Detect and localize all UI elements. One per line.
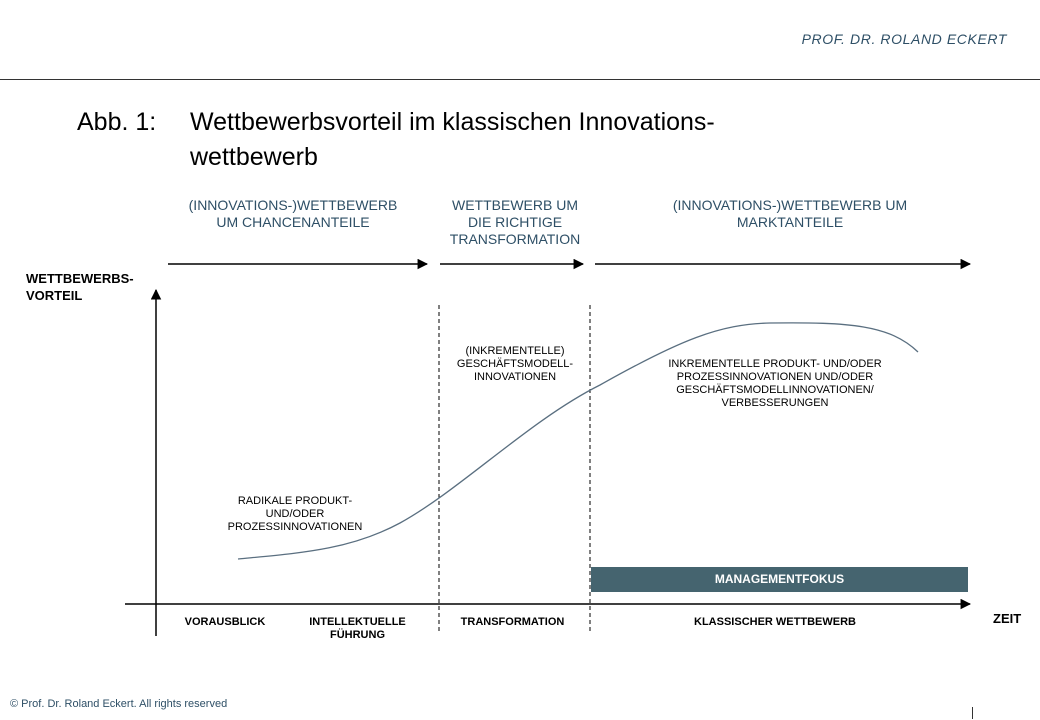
segment-label-intellektuelle-fuehrung <box>295 616 420 642</box>
footer-mark <box>972 707 973 719</box>
figure-title-line2: wettbewerb <box>190 143 318 171</box>
phase-line: (INNOVATIONS-)WETTBEWERB UM <box>672 197 908 213</box>
copyright-notice: © Prof. Dr. Roland Eckert. All rights reserved <box>10 698 228 710</box>
phase-line: WETTBEWERB UM <box>452 197 578 213</box>
phase-line: TRANSFORMATION <box>449 231 581 247</box>
x-axis-label: ZEIT <box>993 611 1022 626</box>
management-focus-bar: MANAGEMENTFOKUS <box>591 567 968 592</box>
segment-line: TRANSFORMATION <box>460 616 565 628</box>
segment-line: VORAUSBLICK <box>184 616 266 628</box>
annotation-line: (INKREMENTELLE) <box>465 345 565 357</box>
annotation-incremental-innovations <box>640 358 910 410</box>
author-name: PROF. DR. ROLAND ECKERT <box>801 31 1007 47</box>
y-axis-label-line: WETTBEWERBS- <box>26 271 134 286</box>
annotation-line: GESCHÄFTSMODELL- <box>456 358 574 370</box>
annotation-line: PROZESSINNOVATIONEN <box>227 521 363 533</box>
segment-line: FÜHRUNG <box>330 629 385 641</box>
y-axis-label <box>26 270 134 304</box>
annotation-line: INNOVATIONEN <box>473 371 557 383</box>
segment-label-klassischer-wettbewerb <box>660 616 890 629</box>
figure-number: Abb. 1: <box>77 108 157 136</box>
annotation-line: PROZESSINNOVATIONEN UND/ODER <box>676 371 874 383</box>
y-axis-label-line: VORTEIL <box>26 288 83 303</box>
phase-line: MARKTANTEILE <box>736 214 844 230</box>
annotation-line: UND/ODER <box>265 508 325 520</box>
segment-label-vorausblick <box>165 616 285 629</box>
phase-line: DIE RICHTIGE <box>467 214 563 230</box>
phase-line: (INNOVATIONS-)WETTBEWERB <box>188 197 398 213</box>
segment-label-transformation <box>445 616 580 629</box>
segment-line: KLASSISCHER WETTBEWERB <box>694 616 856 628</box>
annotation-line: VERBESSERUNGEN <box>721 397 829 409</box>
annotation-radical-innovations <box>205 495 385 534</box>
annotation-business-model-innovations <box>440 345 590 384</box>
annotation-line: RADIKALE PRODUKT- <box>237 495 353 507</box>
figure-title-line1: Wettbewerbsvorteil im klassischen Innovations- <box>190 108 715 136</box>
phase-line: UM CHANCENANTEILE <box>216 214 370 230</box>
segment-line: INTELLEKTUELLE <box>309 616 406 628</box>
annotation-line: GESCHÄFTSMODELLINNOVATIONEN/ <box>676 384 874 396</box>
annotation-line: INKREMENTELLE PRODUKT- UND/ODER <box>668 358 882 370</box>
